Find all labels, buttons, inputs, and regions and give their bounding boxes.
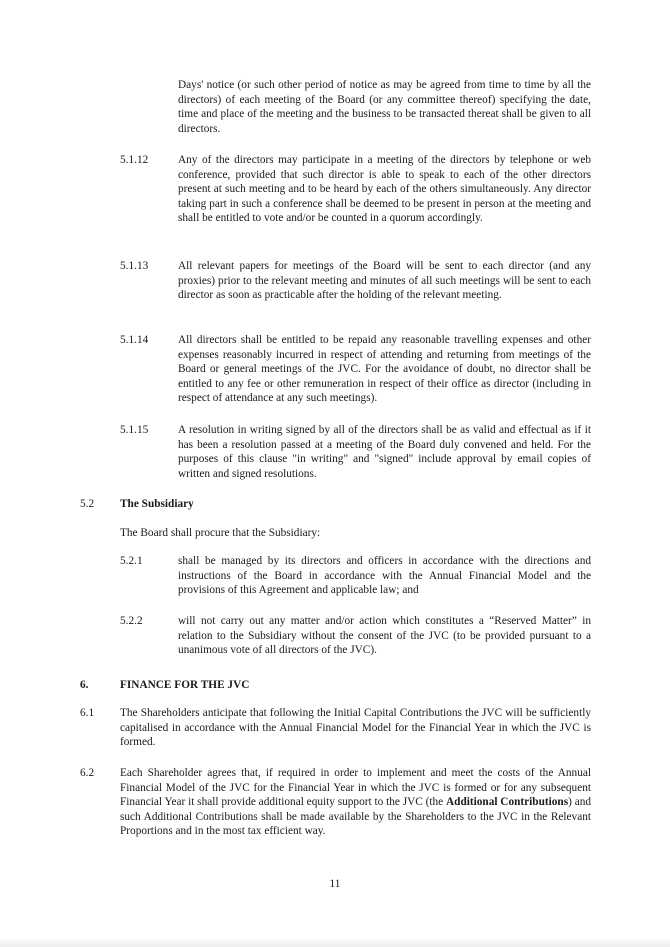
clause-text: All relevant papers for meetings of the Board will be sent to each director (and any proxies) prior to the relevant meeting and minutes of all such meetings will be sent to each director as soon as practicable after the holding of the relevant meeting. xyxy=(178,260,591,302)
section-intro: The Board shall procure that the Subsidiary: xyxy=(120,527,321,539)
clause-number: 5.2.2 xyxy=(120,615,143,627)
clause-text: All directors shall be entitled to be repaid any reasonable travelling expenses and other expenses reasonably incurred in respect of attending and returning from meetings of the Board or general meetings of the JVC. For the avoidance of doubt, no director shall be entitled to any fee or other remuneration in respect of their office as director (including in respect of attendance at any such meetings). xyxy=(178,334,591,405)
clause-number: 5.1.13 xyxy=(120,260,149,272)
clause-number: 5.2.1 xyxy=(120,555,143,567)
section-heading: The Subsidiary xyxy=(120,498,194,510)
clause-number: 5.1.15 xyxy=(120,424,149,436)
section-number: 6. xyxy=(80,679,89,691)
clause-text: will not carry out any matter and/or action which constitutes a “Reserved Matter” in relation to the Subsidiary without the consent of the JVC (to be provided pursuant to a unanimous vote of all directors of the JVC). xyxy=(178,615,591,657)
clause-text xyxy=(120,766,591,839)
section-number: 5.2 xyxy=(80,498,95,510)
page-bottom-edge xyxy=(0,938,670,947)
clause-text: Any of the directors may participate in a meeting of the directors by telephone or web conference, provided that such director is able to speak to each of the other directors present at such meeting and to be heard by each of the others simultaneously. Any director taking part in such a conference shall be deemed to be present in person at the meeting and shall be entitled to vote and/or be counted in a quorum accordingly. xyxy=(178,154,591,225)
clause-text: shall be managed by its directors and officers in accordance with the directions and instructions of the Board in accordance with the Annual Financial Model and the provisions of this Agreement and applicable law; and xyxy=(178,555,591,597)
clause-number: 5.1.12 xyxy=(120,154,149,166)
page-number: 11 xyxy=(329,878,341,890)
section-heading: FINANCE FOR THE JVC xyxy=(120,679,250,691)
clause-5-1-11-continuation: Days' notice (or such other period of notice as may be agreed from time to time by all the directors) of each meeting of the Board (or any committee thereof) specifying the date, time and place of the meeting and the business to be transacted thereat shall be given to all directors. xyxy=(178,79,591,135)
clause-text-part: ) and such Additional Contributions shall be made available by the Shareholders to the JVC in the Relevant Proportions and in the most tax efficient way. xyxy=(120,796,592,838)
clause-text-part: Each Shareholder agrees that, if required in order to implement and meet the costs of the Annual Financial Model of the JVC for the Financial Year in which the JVC is formed or for any subsequent Financial Year it shall provide additional equity support to the JVC (the xyxy=(120,767,591,809)
clause-text: The Shareholders anticipate that following the Initial Capital Contributions the JVC will be sufficiently capitalised in accordance with the Annual Financial Model for the Financial Year in which the JVC is formed. xyxy=(120,707,591,749)
clause-number: 5.1.14 xyxy=(120,334,149,346)
clause-number: 6.1 xyxy=(80,707,95,719)
clause-text: A resolution in writing signed by all of the directors shall be as valid and effectual as if it has been a resolution passed at a meeting of the Board duly convened and held. For the purposes of this clause "in writing" and "signed" include approval by email copies of written and signed resolutions. xyxy=(178,424,591,480)
clause-number: 6.2 xyxy=(80,767,95,779)
defined-term: Additional Contributions xyxy=(446,796,569,809)
